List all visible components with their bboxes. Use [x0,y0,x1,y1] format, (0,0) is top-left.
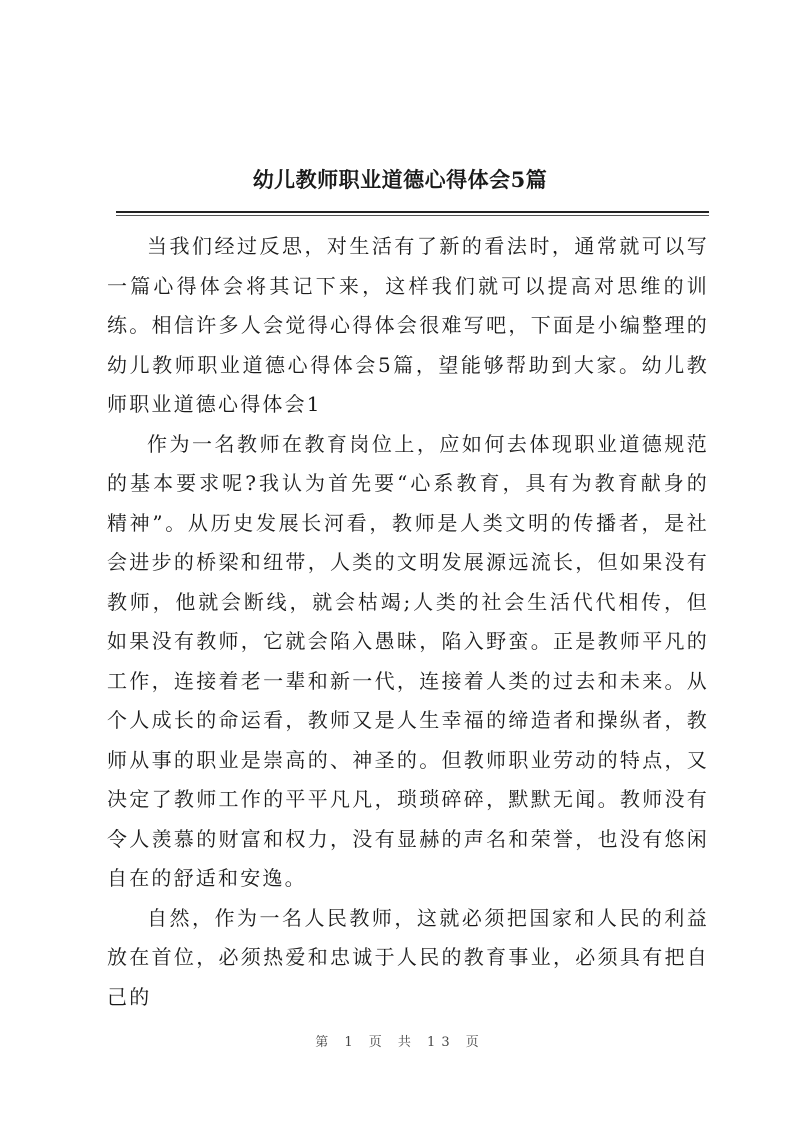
paragraph-body-1: 作为一名教师在教育岗位上，应如何去体现职业道德规范的基本要求呢?我认为首先要“心系教育，具有为教育献身的精神”。从历史发展长河看，教师是人类文明的传播者，是社会进步的桥梁和纽带，人类的文明发展源远流长，但如果没有教师，他就会断线，就会枯竭;人类的社会生活代代相传，但如果没有教师，它就会陷入愚昧，陷入野蛮。正是教师平凡的工作，连接着老一辈和新一代，连接着人类的过去和未来。从个人成长的命运看，教师又是人生幸福的缔造者和操纵者，教师从事的职业是崇高的、神圣的。但教师职业劳动的特点，又决定了教师工作的平平凡凡，琐琐碎碎，默默无闻。教师没有令人羡慕的财富和权力，没有显赫的声名和荣誉，也没有悠闲自在的舒适和安逸。 [107,431,709,890]
page-number-footer: 第 1 页 共 13 页 [315,1035,485,1050]
title-divider [116,211,709,213]
paragraph-intro: 当我们经过反思，对生活有了新的看法时，通常就可以写一篇心得体会将其记下来，这样我们就可以提高对思维的训练。相信许多人会觉得心得体会很难写吧，下面是小编整理的幼儿教师职业道德心得体会5篇，望能够帮助到大家。幼儿教师职业道德心得体会1 [107,234,709,416]
document-title: 幼儿教师职业道德心得体会5篇 [252,167,548,192]
title-divider-thin [116,215,709,216]
paragraph-body-2: 自然，作为一名人民教师，这就必须把国家和人民的利益放在首位，必须热爱和忠诚于人民的教育事业，必须具有把自己的 [107,905,709,1009]
document-body [107,227,709,1017]
